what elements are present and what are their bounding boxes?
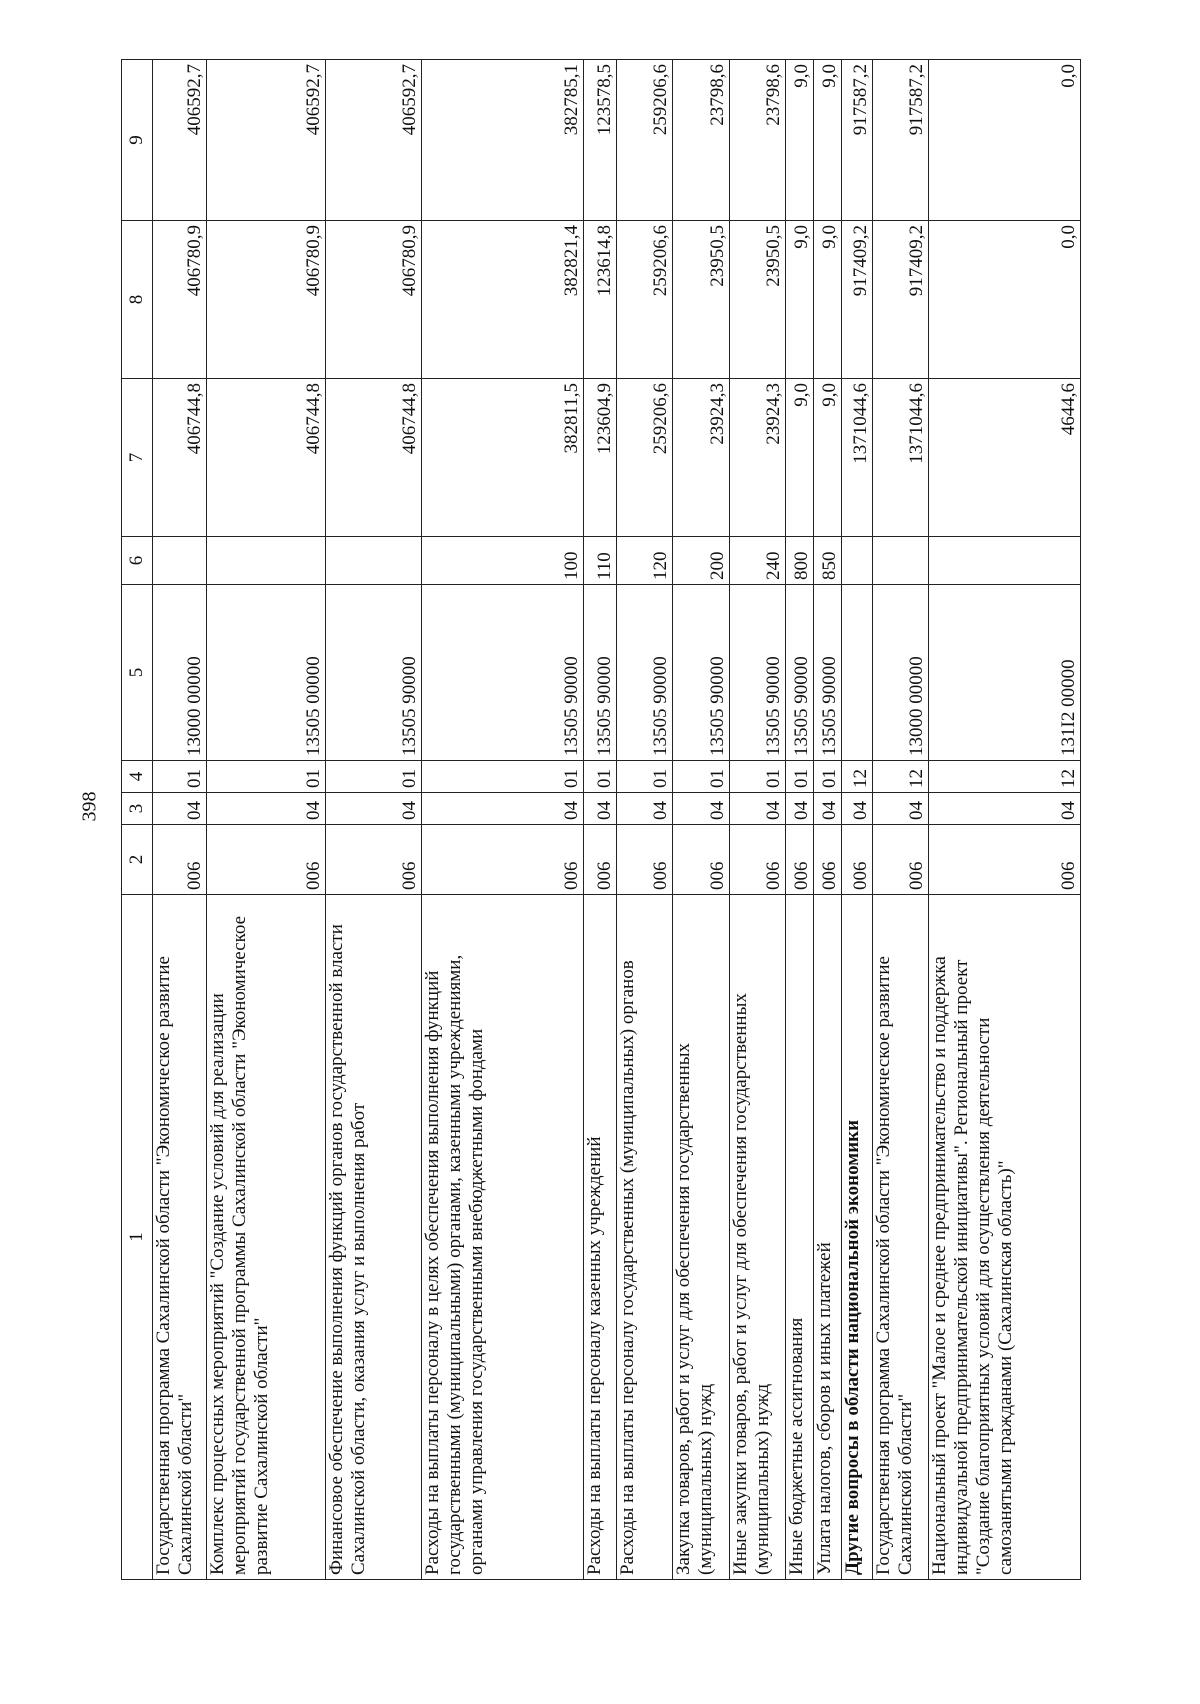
row-name: Комплекс процессных мероприятий "Создание условий для реализации мероприятий государственной программы Сахалинской области "Экономическое развитие Сахалинской области" [207,895,326,1580]
cell-subsection: 01 [673,761,729,793]
column-header-5: 5 [122,585,153,761]
cell-section: 04 [616,793,672,825]
column-header-8: 8 [122,221,153,379]
cell-subsection: 01 [814,761,842,793]
cell-ministry: 006 [153,825,207,895]
cell-amount-year1: 23924,3 [673,379,729,537]
cell-target-article: 13505 90000 [673,585,729,761]
cell-expense-type [153,537,207,585]
cell-amount-year2: 406780,9 [153,221,207,379]
row-name: Государственная программа Сахалинской области "Экономическое развитие Сахалинской области" [153,895,207,1580]
cell-target-article: 13505 90000 [616,585,672,761]
cell-ministry: 006 [872,825,928,895]
column-header-1: 1 [122,895,153,1580]
cell-subsection: 01 [421,761,584,793]
cell-amount-year3: 406592,7 [326,60,421,221]
cell-section: 04 [842,793,872,825]
cell-expense-type [326,537,421,585]
table-row [421,60,584,1580]
cell-amount-year2: 9,0 [814,221,842,379]
table-row [929,60,1081,1580]
cell-amount-year3: 23798,6 [673,60,729,221]
cell-expense-type: 200 [673,537,729,585]
cell-subsection: 12 [842,761,872,793]
cell-amount-year1: 259206,6 [616,379,672,537]
table-row [814,60,842,1580]
cell-amount-year3: 382785,1 [421,60,584,221]
cell-amount-year2: 23950,5 [729,221,785,379]
cell-subsection: 12 [872,761,928,793]
cell-ministry: 006 [786,825,814,895]
column-header-9: 9 [122,60,153,221]
cell-section: 04 [729,793,785,825]
row-name: Иные закупки товаров, работ и услуг для обеспечения государственных (муниципальных) нужд [729,895,785,1580]
cell-section: 04 [153,793,207,825]
cell-section: 04 [814,793,842,825]
cell-amount-year3: 0,0 [929,60,1081,221]
cell-amount-year1: 23924,3 [729,379,785,537]
cell-amount-year3: 23798,6 [729,60,785,221]
table-row [207,60,326,1580]
row-name: Финансовое обеспечение выполнения функций органов государственной власти Сахалинской области, оказания услуг и выполнения работ [326,895,421,1580]
cell-amount-year1: 406744,8 [207,379,326,537]
cell-amount-year1: 406744,8 [153,379,207,537]
cell-subsection: 12 [929,761,1081,793]
cell-expense-type [872,537,928,585]
row-name: Закупка товаров, работ и услуг для обеспечения государственных (муниципальных) нужд [673,895,729,1580]
table-row [842,60,872,1580]
table-row [326,60,421,1580]
row-name: Государственная программа Сахалинской области "Экономическое развитие Сахалинской области" [872,895,928,1580]
row-name: Расходы на выплаты персоналу в целях обеспечения выполнения функций государственными (муниципальными) органами, казенными учреждениями, органами управления государственными внебюджетными фондами [421,895,584,1580]
cell-expense-type: 850 [814,537,842,585]
cell-amount-year3: 406592,7 [207,60,326,221]
cell-subsection: 01 [153,761,207,793]
cell-expense-type: 800 [786,537,814,585]
cell-amount-year1: 382811,5 [421,379,584,537]
header-row [122,60,153,1580]
cell-amount-year2: 23950,5 [673,221,729,379]
cell-ministry: 006 [842,825,872,895]
cell-target-article: 13505 90000 [584,585,617,761]
cell-amount-year2: 382821,4 [421,221,584,379]
row-name: Расходы на выплаты персоналу государственных (муниципальных) органов [616,895,672,1580]
cell-target-article: 13505 90000 [814,585,842,761]
cell-section: 04 [786,793,814,825]
cell-expense-type [842,537,872,585]
cell-ministry: 006 [207,825,326,895]
cell-amount-year3: 9,0 [786,60,814,221]
cell-ministry: 006 [929,825,1081,895]
budget-table-container [121,60,1081,1580]
cell-amount-year1: 9,0 [786,379,814,537]
cell-amount-year2: 123614,8 [584,221,617,379]
cell-subsection: 01 [207,761,326,793]
cell-amount-year1: 9,0 [814,379,842,537]
cell-amount-year2: 259206,6 [616,221,672,379]
cell-section: 04 [326,793,421,825]
column-header-7: 7 [122,379,153,537]
cell-target-article: 13505 90000 [421,585,584,761]
cell-ministry: 006 [421,825,584,895]
cell-target-article [842,585,872,761]
cell-section: 04 [584,793,617,825]
table-row [786,60,814,1580]
row-name: Уплата налогов, сборов и иных платежей [814,895,842,1580]
cell-ministry: 006 [814,825,842,895]
cell-section: 04 [207,793,326,825]
table-row [584,60,617,1580]
page-number: 398 [78,791,101,822]
cell-amount-year3: 9,0 [814,60,842,221]
cell-amount-year3: 259206,6 [616,60,672,221]
cell-target-article: 13505 90000 [326,585,421,761]
table-row [153,60,207,1580]
cell-amount-year3: 917587,2 [872,60,928,221]
cell-amount-year2: 406780,9 [207,221,326,379]
cell-amount-year1: 123604,9 [584,379,617,537]
cell-ministry: 006 [729,825,785,895]
cell-target-article: 131I2 00000 [929,585,1081,761]
budget-table [121,59,1081,1580]
cell-expense-type: 240 [729,537,785,585]
cell-ministry: 006 [584,825,617,895]
cell-target-article: 13000 00000 [153,585,207,761]
cell-target-article: 13000 00000 [872,585,928,761]
cell-ministry: 006 [326,825,421,895]
column-header-6: 6 [122,537,153,585]
cell-section: 04 [872,793,928,825]
table-row [616,60,672,1580]
cell-expense-type [929,537,1081,585]
cell-amount-year2: 9,0 [786,221,814,379]
cell-amount-year2: 406780,9 [326,221,421,379]
cell-section: 04 [673,793,729,825]
table-row [673,60,729,1580]
cell-subsection: 01 [786,761,814,793]
row-name: Расходы на выплаты персоналу казенных учреждений [584,895,617,1580]
cell-amount-year2: 917409,2 [872,221,928,379]
table-row [729,60,785,1580]
cell-subsection: 01 [729,761,785,793]
column-header-4: 4 [122,761,153,793]
cell-amount-year2: 917409,2 [842,221,872,379]
cell-expense-type: 120 [616,537,672,585]
cell-amount-year1: 4644,6 [929,379,1081,537]
cell-expense-type: 110 [584,537,617,585]
table-row [872,60,928,1580]
column-header-3: 3 [122,793,153,825]
cell-amount-year1: 1371044,6 [842,379,872,537]
cell-ministry: 006 [616,825,672,895]
row-name: Другие вопросы в области национальной экономики [842,895,872,1580]
cell-amount-year3: 917587,2 [842,60,872,221]
row-name: Национальный проект "Малое и среднее предпринимательство и поддержка индивидуальной предпринимательской инициативы". Региональный проект "Создание благоприятных условий для осуществления деятельности самозанятыми гражданами (Сахалинская область)" [929,895,1081,1580]
cell-subsection: 01 [616,761,672,793]
cell-target-article: 13505 90000 [729,585,785,761]
table-body [153,60,1081,1580]
cell-section: 04 [929,793,1081,825]
cell-amount-year3: 406592,7 [153,60,207,221]
cell-expense-type [207,537,326,585]
cell-expense-type: 100 [421,537,584,585]
cell-subsection: 01 [326,761,421,793]
cell-amount-year1: 1371044,6 [872,379,928,537]
cell-subsection: 01 [584,761,617,793]
cell-ministry: 006 [673,825,729,895]
cell-amount-year1: 406744,8 [326,379,421,537]
cell-target-article: 13505 90000 [786,585,814,761]
cell-amount-year2: 0,0 [929,221,1081,379]
row-name: Иные бюджетные ассигнования [786,895,814,1580]
column-header-2: 2 [122,825,153,895]
cell-target-article: 13505 00000 [207,585,326,761]
cell-section: 04 [421,793,584,825]
cell-amount-year3: 123578,5 [584,60,617,221]
